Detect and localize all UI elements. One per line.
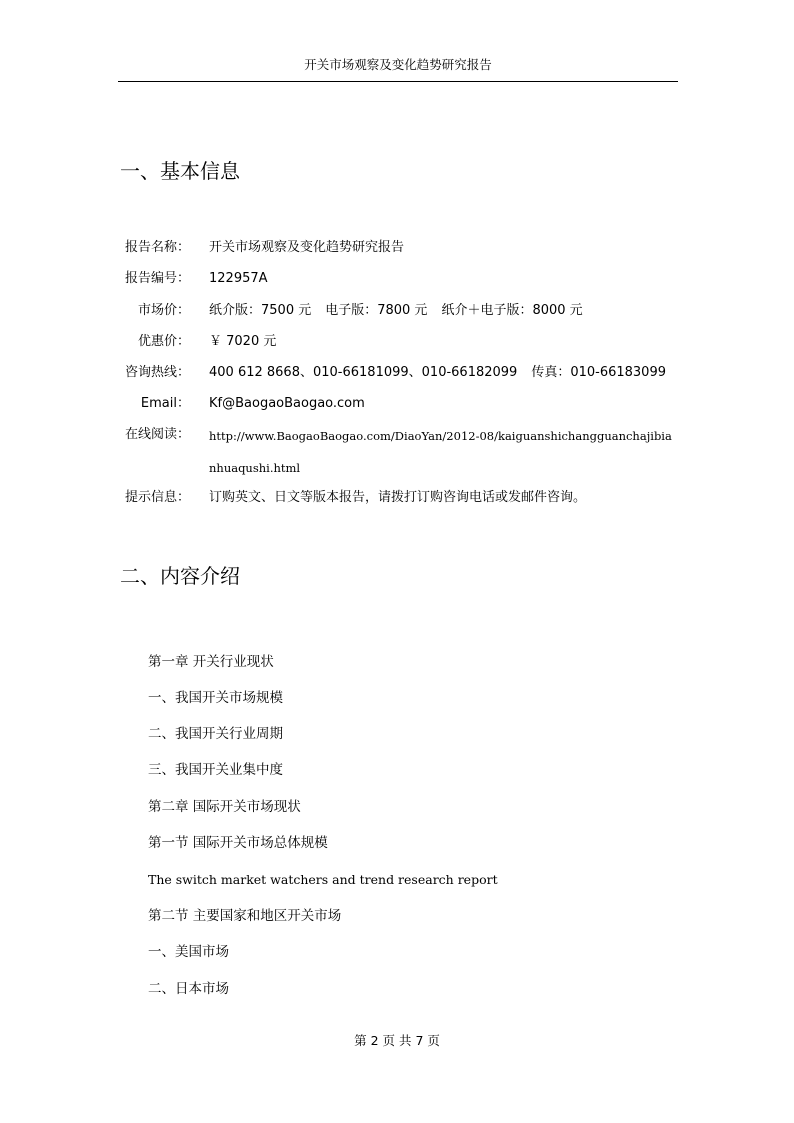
price-both: 纸介＋电子版：8000 元 [441, 303, 583, 318]
toc-item: 三、我国开关业集中度 [148, 762, 283, 778]
toc-item: 一、美国市场 [148, 944, 229, 960]
info-value-price [209, 300, 583, 322]
hotline-numbers: 400 612 8668、010-66181099、010-66182099 [209, 365, 518, 380]
toc-item: 一、我国开关市场规模 [148, 690, 283, 706]
page-header: 开关市场观察及变化趋势研究报告 [304, 57, 492, 72]
fax-number: 传真：010-66183099 [531, 365, 667, 380]
info-label-hotline: 咨询热线： [124, 365, 190, 380]
price-electronic: 电子版：7800 元 [325, 303, 428, 318]
online-read-link[interactable]: http://www.BaogaoBaogao.com/DiaoYan/2012-08/kaiguanshichangguanchajibianhuaqushi.html [209, 429, 672, 475]
toc-item: 第一节 国际开关市场总体规模 [148, 835, 328, 851]
toc-item: 二、我国开关行业周期 [148, 726, 283, 742]
info-label-price: 市场价： [137, 303, 190, 318]
page-footer: 第 2 页 共 7 页 [354, 1033, 440, 1048]
section-title-content-intro: 二、内容介绍 [120, 564, 240, 588]
info-label-name: 报告名称： [124, 240, 190, 255]
email-link[interactable]: Kf@BaogaoBaogao.com [209, 396, 365, 411]
info-value-discount: ￥ 7020 元 [209, 334, 277, 349]
info-label-code: 报告编号： [124, 271, 190, 286]
section-title-basic-info: 一、基本信息 [120, 159, 240, 183]
info-label-email: Email： [140, 396, 190, 411]
toc-item: 第一章 开关行业现状 [148, 654, 274, 670]
price-paper: 纸介版：7500 元 [209, 303, 312, 318]
toc-item: 第二节 主要国家和地区开关市场 [148, 908, 342, 924]
info-label-discount: 优惠价： [137, 334, 190, 349]
info-value-code: 122957A [209, 271, 268, 286]
info-value-tip: 订购英文、日文等版本报告，请拨打订购咨询电话或发邮件咨询。 [209, 490, 587, 505]
toc-item: 第二章 国际开关市场现状 [148, 799, 301, 815]
info-label-online: 在线阅读： [124, 427, 190, 442]
toc-item: 二、日本市场 [148, 981, 229, 997]
info-label-tip: 提示信息： [124, 490, 190, 505]
header-divider [118, 81, 678, 82]
toc-item: The switch market watchers and trend research report [148, 872, 498, 887]
info-value-hotline [209, 362, 666, 384]
info-value-name: 开关市场观察及变化趋势研究报告 [209, 240, 405, 255]
